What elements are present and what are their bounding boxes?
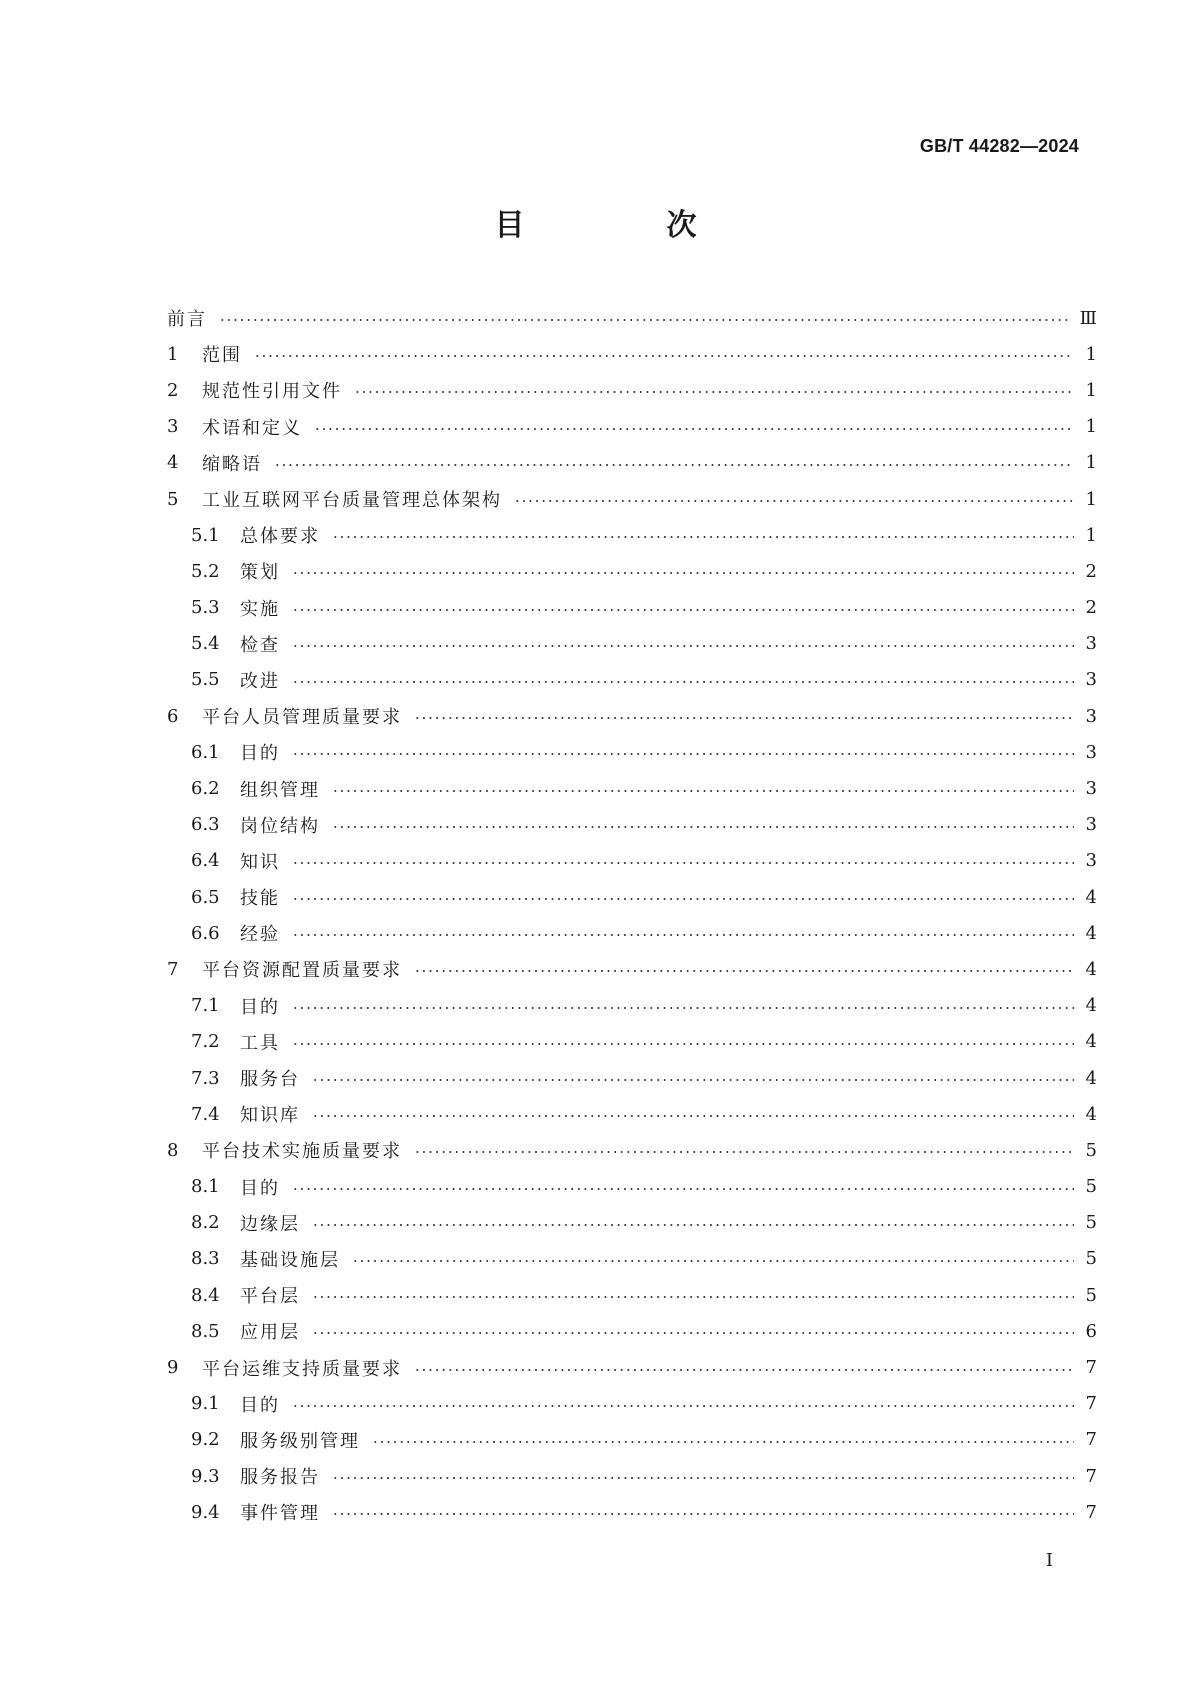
toc-entry-page: 7: [1085, 1429, 1097, 1451]
toc-entry-number: 9.4: [191, 1501, 220, 1523]
toc-entry[interactable]: [167, 1422, 1097, 1458]
table-of-contents: [167, 300, 1097, 1530]
toc-entry-page: 4: [1085, 1103, 1097, 1125]
toc-entry-number: 5.2: [191, 560, 220, 582]
toc-entry-page: 6: [1085, 1320, 1097, 1342]
toc-dot-leader: [514, 500, 1074, 502]
toc-entry-title: 组织管理: [240, 779, 320, 801]
toc-entry-number: 7: [167, 958, 179, 980]
toc-entry-title: 事件管理: [240, 1503, 320, 1525]
toc-entry-page: 1: [1085, 488, 1097, 510]
toc-entry-page: 1: [1085, 343, 1097, 365]
toc-entry[interactable]: [167, 988, 1097, 1024]
toc-entry-title: 知识: [240, 851, 280, 873]
toc-entry-page: 4: [1085, 886, 1097, 908]
toc-entry-page: 5: [1085, 1139, 1097, 1161]
toc-entry-number: 9.1: [191, 1393, 220, 1415]
toc-entry-title: 前言: [167, 309, 207, 331]
toc-entry[interactable]: [167, 1169, 1097, 1205]
toc-entry[interactable]: [167, 1349, 1097, 1385]
toc-entry-page: 4: [1085, 958, 1097, 980]
toc-dot-leader: [292, 1405, 1074, 1407]
toc-entry[interactable]: [167, 1313, 1097, 1349]
toc-entry[interactable]: [167, 1096, 1097, 1132]
toc-dot-leader: [219, 319, 1068, 321]
toc-entry-title: 术语和定义: [202, 417, 302, 439]
toc-entry-number: 8.2: [191, 1212, 220, 1234]
page-title: 目 次: [494, 208, 753, 243]
toc-entry-page: 4: [1085, 995, 1097, 1017]
toc-entry-title: 岗位结构: [240, 815, 320, 837]
toc-entry-number: 7.3: [191, 1067, 220, 1089]
toc-dot-leader: [332, 1513, 1074, 1515]
toc-entry-page: 7: [1085, 1465, 1097, 1487]
toc-entry-number: 8: [167, 1139, 179, 1161]
toc-entry-number: 9.2: [191, 1429, 220, 1451]
toc-entry[interactable]: [167, 1060, 1097, 1096]
toc-entry-title: 平台层: [240, 1286, 300, 1308]
standard-code: GB/T 44282—2024: [919, 136, 1079, 156]
toc-entry-page: 5: [1085, 1212, 1097, 1234]
toc-entry-page: 4: [1085, 922, 1097, 944]
toc-dot-leader: [292, 645, 1074, 647]
toc-entry-title: 服务台: [240, 1069, 300, 1091]
toc-entry-number: 6.5: [191, 886, 220, 908]
toc-entry-page: 7: [1085, 1501, 1097, 1523]
toc-dot-leader: [414, 1151, 1074, 1153]
toc-dot-leader: [314, 428, 1074, 430]
toc-entry-number: 6.2: [191, 778, 220, 800]
toc-entry-title: 应用层: [240, 1322, 300, 1344]
toc-entry-title: 工具: [240, 1032, 280, 1054]
toc-dot-leader: [352, 1260, 1074, 1262]
toc-entry-number: 7.4: [191, 1103, 220, 1125]
toc-entry-number: 8.3: [191, 1248, 220, 1270]
toc-dot-leader: [292, 862, 1074, 864]
toc-entry-number: 4: [167, 452, 179, 474]
toc-entry[interactable]: [167, 1386, 1097, 1422]
toc-entry[interactable]: [167, 553, 1097, 589]
toc-dot-leader: [332, 790, 1074, 792]
toc-entry[interactable]: [167, 1024, 1097, 1060]
toc-dot-leader: [354, 391, 1074, 393]
toc-entry[interactable]: [167, 626, 1097, 662]
toc-entry-page: 4: [1085, 1067, 1097, 1089]
toc-entry-page: 3: [1085, 850, 1097, 872]
toc-entry-page: 1: [1085, 379, 1097, 401]
toc-entry-page: 5: [1085, 1176, 1097, 1198]
toc-entry[interactable]: [167, 915, 1097, 951]
toc-dot-leader: [332, 1477, 1074, 1479]
toc-entry-page: 2: [1085, 597, 1097, 619]
toc-entry-title: 缩略语: [202, 453, 262, 475]
toc-entry-title: 目的: [240, 1177, 280, 1199]
toc-entry-title: 工业互联网平台质量管理总体架构: [202, 490, 502, 512]
toc-entry-page: Ⅲ: [1079, 307, 1097, 329]
toc-entry-page: 4: [1085, 1031, 1097, 1053]
toc-dot-leader: [312, 1115, 1074, 1117]
toc-dot-leader: [312, 1079, 1074, 1081]
toc-entry-title: 服务级别管理: [240, 1430, 360, 1452]
toc-entry-title: 实施: [240, 598, 280, 620]
toc-entry-title: 服务报告: [240, 1467, 320, 1489]
toc-dot-leader: [292, 609, 1074, 611]
toc-dot-leader: [292, 934, 1074, 936]
toc-dot-leader: [292, 572, 1074, 574]
toc-entry[interactable]: [167, 1132, 1097, 1168]
toc-entry-title: 经验: [240, 924, 280, 946]
toc-entry-title: 知识库: [240, 1105, 300, 1127]
toc-dot-leader: [274, 464, 1074, 466]
toc-dot-leader: [292, 1007, 1074, 1009]
toc-entry-number: 5.5: [191, 669, 220, 691]
page-number: Ⅰ: [1045, 1550, 1053, 1571]
toc-entry-number: 6.1: [191, 741, 220, 763]
toc-entry-title: 基础设施层: [240, 1249, 340, 1271]
toc-entry[interactable]: [167, 409, 1097, 445]
toc-entry-title: 边缘层: [240, 1213, 300, 1235]
toc-entry-number: 5: [167, 488, 179, 510]
toc-entry-number: 5.3: [191, 597, 220, 619]
toc-entry[interactable]: [167, 951, 1097, 987]
toc-entry-page: 5: [1085, 1248, 1097, 1270]
toc-entry-title: 平台资源配置质量要求: [202, 960, 402, 982]
toc-entry-number: 1: [167, 343, 179, 365]
toc-entry[interactable]: [167, 1277, 1097, 1313]
toc-entry[interactable]: [167, 1458, 1097, 1494]
toc-entry[interactable]: [167, 590, 1097, 626]
toc-entry[interactable]: [167, 843, 1097, 879]
toc-entry-number: 6.3: [191, 814, 220, 836]
toc-dot-leader: [292, 1188, 1074, 1190]
toc-entry[interactable]: [167, 481, 1097, 517]
toc-entry-number: 9.3: [191, 1465, 220, 1487]
toc-entry-title: 平台人员管理质量要求: [202, 707, 402, 729]
toc-entry-page: 1: [1085, 416, 1097, 438]
toc-entry-title: 总体要求: [240, 526, 320, 548]
toc-dot-leader: [332, 536, 1074, 538]
toc-entry-number: 2: [167, 379, 179, 401]
toc-entry-page: 3: [1085, 669, 1097, 691]
toc-entry-number: 5.1: [191, 524, 220, 546]
toc-entry-title: 目的: [240, 996, 280, 1018]
toc-entry-page: 2: [1085, 560, 1097, 582]
toc-entry-page: 3: [1085, 741, 1097, 763]
toc-entry[interactable]: [167, 445, 1097, 481]
toc-entry[interactable]: [167, 372, 1097, 408]
toc-entry-number: 6: [167, 705, 179, 727]
toc-entry-number: 8.5: [191, 1320, 220, 1342]
toc-entry[interactable]: [167, 300, 1097, 336]
toc-entry-title: 策划: [240, 562, 280, 584]
toc-entry-number: 6.4: [191, 850, 220, 872]
toc-dot-leader: [312, 1224, 1074, 1226]
toc-entry-title: 规范性引用文件: [202, 381, 342, 403]
toc-dot-leader: [414, 1369, 1074, 1371]
toc-dot-leader: [312, 1332, 1074, 1334]
toc-entry[interactable]: [167, 336, 1097, 372]
toc-dot-leader: [332, 826, 1074, 828]
toc-entry-page: 3: [1085, 814, 1097, 836]
toc-entry-number: 6.6: [191, 922, 220, 944]
toc-entry[interactable]: [167, 517, 1097, 553]
toc-dot-leader: [292, 681, 1074, 683]
toc-entry-number: 8.4: [191, 1284, 220, 1306]
toc-entry-page: 3: [1085, 778, 1097, 800]
toc-dot-leader: [292, 898, 1074, 900]
toc-entry-page: 7: [1085, 1393, 1097, 1415]
toc-entry[interactable]: [167, 734, 1097, 770]
toc-dot-leader: [414, 717, 1074, 719]
toc-entry[interactable]: [167, 1205, 1097, 1241]
toc-entry-number: 3: [167, 416, 179, 438]
toc-entry-number: 8.1: [191, 1176, 220, 1198]
toc-entry-number: 7.2: [191, 1031, 220, 1053]
toc-dot-leader: [292, 1043, 1074, 1045]
toc-entry-number: 5.4: [191, 633, 220, 655]
toc-entry-page: 3: [1085, 633, 1097, 655]
toc-entry-title: 平台运维支持质量要求: [202, 1358, 402, 1380]
toc-entry[interactable]: [167, 1241, 1097, 1277]
toc-entry-page: 1: [1085, 524, 1097, 546]
toc-entry-page: 7: [1085, 1357, 1097, 1379]
toc-entry-title: 目的: [240, 743, 280, 765]
toc-entry[interactable]: [167, 807, 1097, 843]
toc-entry-number: 9: [167, 1357, 179, 1379]
toc-entry-title: 目的: [240, 1394, 280, 1416]
toc-entry-title: 技能: [240, 888, 280, 910]
toc-entry[interactable]: [167, 879, 1097, 915]
toc-entry[interactable]: [167, 698, 1097, 734]
toc-entry-number: 7.1: [191, 995, 220, 1017]
toc-dot-leader: [254, 355, 1074, 357]
toc-dot-leader: [372, 1441, 1074, 1443]
toc-dot-leader: [292, 753, 1074, 755]
toc-entry[interactable]: [167, 1494, 1097, 1530]
toc-entry-page: 3: [1085, 705, 1097, 727]
toc-entry-title: 平台技术实施质量要求: [202, 1141, 402, 1163]
toc-entry-title: 改进: [240, 670, 280, 692]
toc-entry[interactable]: [167, 662, 1097, 698]
toc-entry-page: 5: [1085, 1284, 1097, 1306]
toc-entry-title: 检查: [240, 634, 280, 656]
toc-entry-page: 1: [1085, 452, 1097, 474]
toc-entry[interactable]: [167, 770, 1097, 806]
toc-dot-leader: [414, 970, 1074, 972]
toc-dot-leader: [312, 1296, 1074, 1298]
toc-entry-title: 范围: [202, 345, 242, 367]
